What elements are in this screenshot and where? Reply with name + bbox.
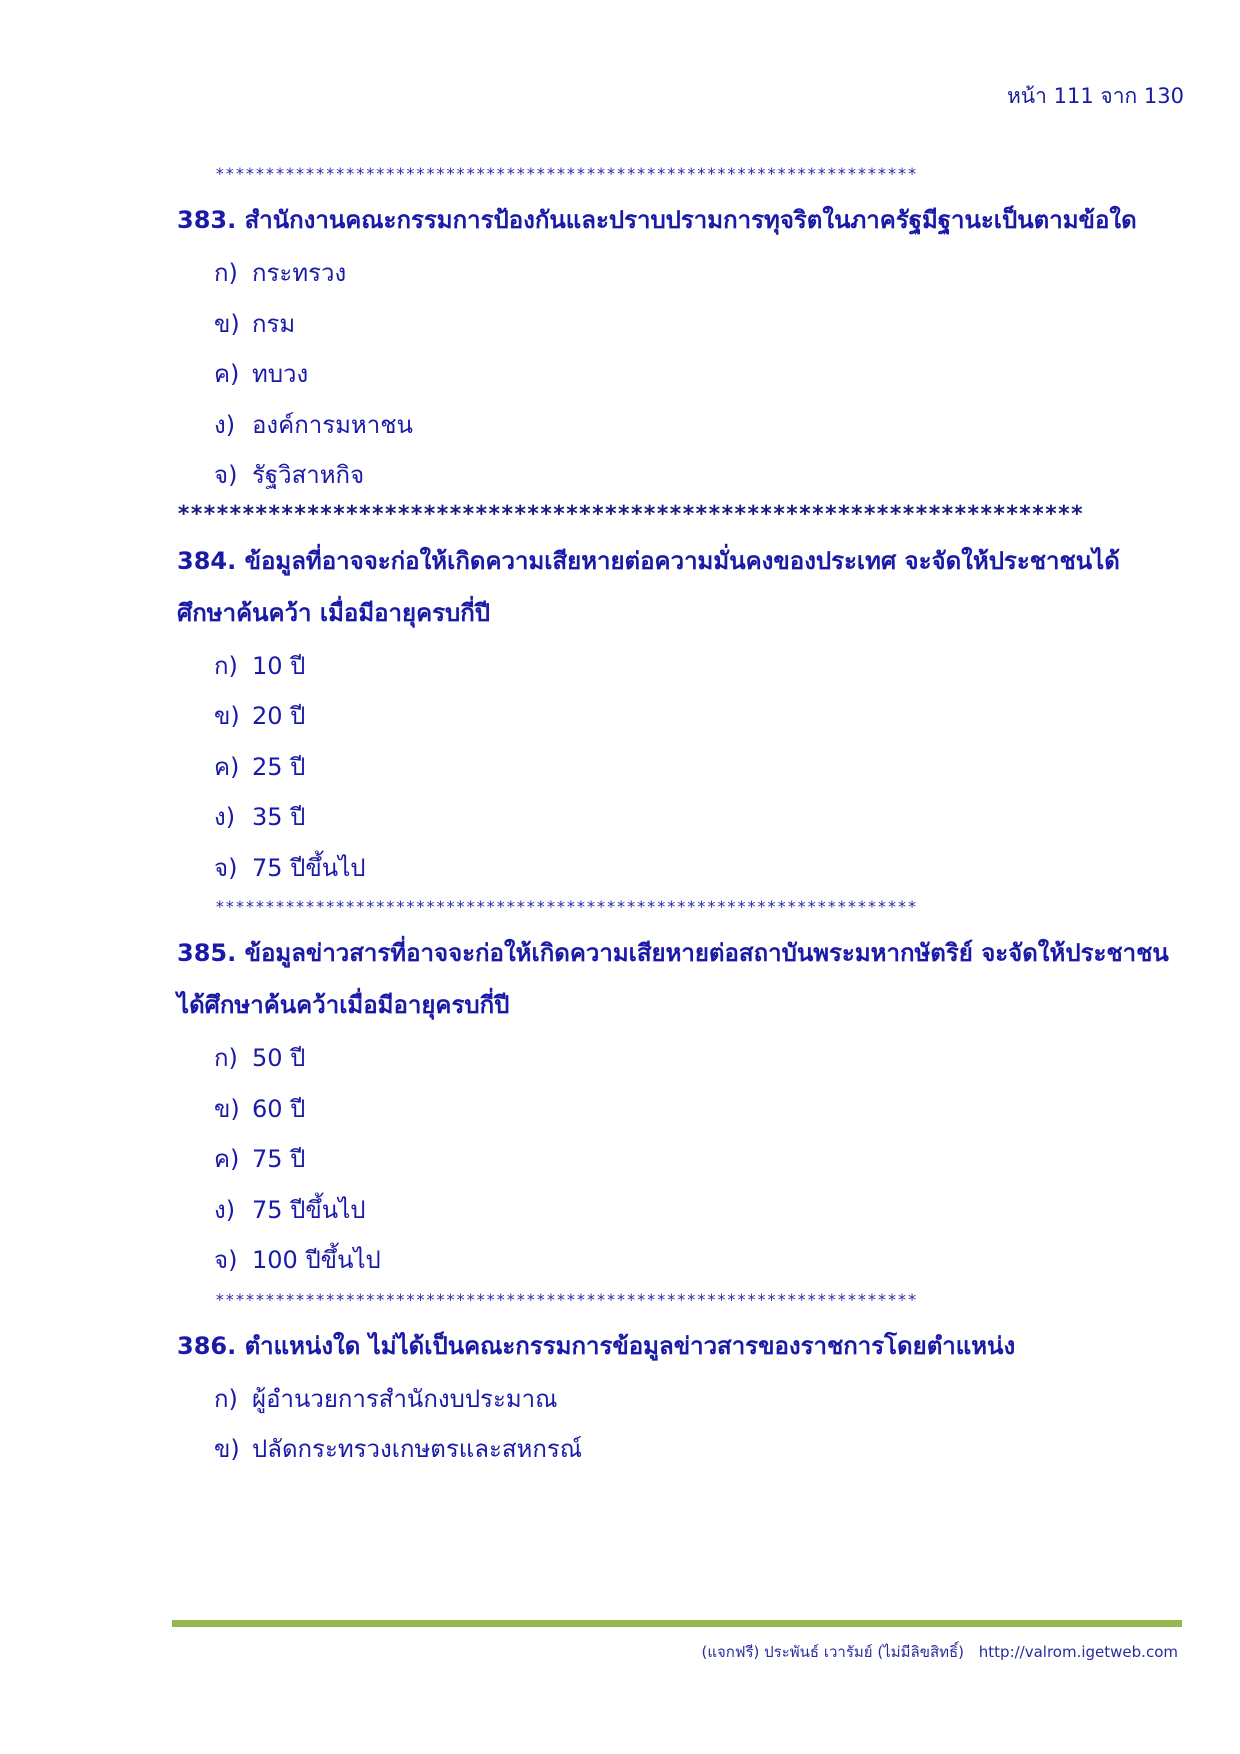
option <box>214 299 1177 350</box>
question-384: 384. ข้อมูลที่อาจจะก่อให้เกิดความเสียหายต่อความมั่นคงของประเทศ จะจัดให้ประชาชนได้ศึกษาค้นคว้า เมื่อมีอายุครบกี่ปี <box>177 546 1120 627</box>
option <box>214 349 1177 400</box>
option-text: กรม <box>252 309 296 338</box>
option <box>214 1033 1177 1084</box>
option-text: 20 ปี <box>252 702 306 730</box>
option-letter: จ) <box>214 1246 238 1274</box>
separator: ********************************************************************** <box>215 897 918 916</box>
option <box>214 1424 1177 1475</box>
page-current: 111 <box>1053 84 1094 108</box>
question-385: 385. ข้อมูลข่าวสารที่อาจจะก่อให้เกิดความเสียหายต่อสถาบันพระมหากษัตริย์ จะจัดให้ประชาชน ได้ศึกษาค้นคว้าเมื่อมีอายุครบกี่ปี <box>177 939 1169 1019</box>
options-384 <box>177 641 1177 894</box>
option <box>214 400 1177 451</box>
option-text: รัฐวิสาหกิจ <box>252 461 365 489</box>
separator: ********************************************************************** <box>215 164 918 183</box>
separator-bold: ********************************************************************** <box>177 501 1084 527</box>
option <box>214 1084 1177 1135</box>
option-letter: ง) <box>214 803 236 831</box>
option-letter: ข) <box>214 309 240 338</box>
option <box>214 792 1177 843</box>
option-letter: ก) <box>214 1044 238 1072</box>
option-letter: ข) <box>214 1094 240 1123</box>
footer <box>701 1640 1178 1664</box>
option <box>214 691 1177 742</box>
option <box>214 843 1177 894</box>
options-385 <box>177 1033 1177 1286</box>
page-prefix: หน้า <box>1006 84 1047 108</box>
option-text: 75 ปี <box>252 1145 306 1173</box>
option <box>214 1134 1177 1185</box>
option-text: 60 ปี <box>252 1094 306 1123</box>
option <box>214 641 1177 692</box>
option-text: 75 ปีขึ้นไป <box>252 853 366 882</box>
option-text: กระทรวง <box>252 259 347 287</box>
option-text: องค์การมหาชน <box>252 410 413 439</box>
option <box>214 1374 1177 1425</box>
option-text: 100 ปีขึ้นไป <box>252 1246 381 1274</box>
option-text: ผู้อำนวยการสำนักงบประมาณ <box>252 1384 558 1413</box>
page-of: จาก <box>1100 84 1138 108</box>
option <box>214 450 1177 501</box>
option-letter: ค) <box>214 360 240 388</box>
separator: ********************************************************************** <box>215 1289 918 1309</box>
question-386: 386. ตำแหน่งใด ไม่ได้เป็นคณะกรรมการข้อมูลข่าวสารของราชการโดยตำแหน่ง <box>177 1331 1016 1360</box>
option-letter: จ) <box>214 461 238 489</box>
option-letter: จ) <box>214 853 238 882</box>
option-text: 10 ปี <box>252 651 306 680</box>
option-letter: ข) <box>214 702 240 730</box>
option-text: ปลัดกระทรวงเกษตรและสหกรณ์ <box>252 1435 582 1463</box>
option <box>214 1185 1177 1236</box>
option-letter: ง) <box>214 410 236 439</box>
option-letter: ค) <box>214 752 240 781</box>
option-text: 75 ปีขึ้นไป <box>252 1195 366 1224</box>
option-text: 35 ปี <box>252 803 306 831</box>
footer-credit: (แจกฟรี) ประพันธ์ เวารัมย์ (ไม่มีลิขสิทธิ์) <box>701 1643 964 1661</box>
option-text: ทบวง <box>252 360 309 388</box>
footer-url[interactable]: http://valrom.igetweb.com <box>978 1643 1178 1661</box>
option <box>214 248 1177 299</box>
option-letter: ก) <box>214 651 238 680</box>
option-letter: ก) <box>214 1384 238 1413</box>
option-letter: ข) <box>214 1435 240 1463</box>
option-letter: ง) <box>214 1195 236 1224</box>
option-text: 50 ปี <box>252 1044 306 1072</box>
footer-divider <box>172 1620 1182 1627</box>
page-number <box>1007 80 1184 113</box>
option-text: 25 ปี <box>252 752 306 781</box>
option-letter: ค) <box>214 1145 240 1173</box>
document-body <box>177 160 1177 1475</box>
option <box>214 1235 1177 1286</box>
options-383 <box>177 248 1177 501</box>
options-386 <box>177 1374 1177 1475</box>
page-total: 130 <box>1143 84 1184 108</box>
option <box>214 742 1177 793</box>
option-letter: ก) <box>214 259 238 287</box>
question-383: 383. สำนักงานคณะกรรมการป้องกันและปราบปรามการทุจริตในภาครัฐมีฐานะเป็นตามข้อใด <box>177 206 1137 234</box>
